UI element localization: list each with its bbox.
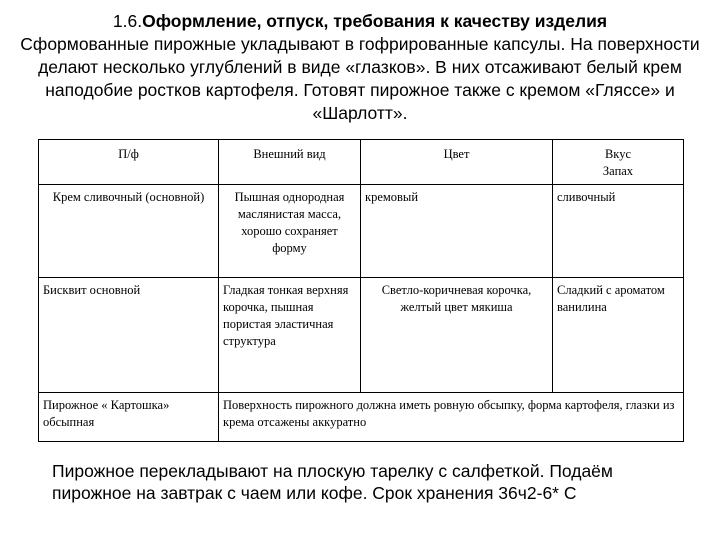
quality-table (38, 139, 684, 442)
cell-merged-description: Поверхность пирожного должна иметь ровную обсыпку, форма картофеля, глазки из крема отсажены аккуратно (219, 393, 684, 442)
table-header-row (39, 140, 684, 185)
footer-paragraph: Пирожное перекладывают на плоскую тарелку с салфеткой. Подаём пирожное на завтрак с чаем или кофе. Срок хранения 36ч2-6* С (52, 461, 613, 503)
table-row (39, 278, 684, 393)
section-title: Оформление, отпуск, требования к качеству изделия (142, 11, 608, 31)
header-taste-line1: Вкус (604, 147, 632, 161)
cell-color: кремовый (361, 185, 553, 278)
section-heading (20, 10, 700, 125)
intro-paragraph: Сформованные пирожные укладывают в гофрированные капсулы. На поверхности делают несколько углублений в виде «глазков». В них отсаживают белый крем наподобие ростков картофеля. Готовят пирожное также с кремом «Гляссе» и «Шарлотт». (20, 34, 700, 123)
header-taste (553, 140, 684, 185)
table-row (39, 185, 684, 278)
cell-color: Светло-коричневая корочка, желтый цвет мякиша (361, 278, 553, 393)
section-title-line (20, 10, 700, 33)
header-color: Цвет (361, 140, 553, 185)
cell-pf: Крем сливочный (основной) (39, 185, 219, 278)
cell-taste: Сладкий с ароматом ванилина (553, 278, 684, 393)
table-row (39, 393, 684, 442)
header-pf: П/ф (39, 140, 219, 185)
cell-pf: Пирожное « Картошка» обсыпная (39, 393, 219, 442)
section-number: 1.6. (112, 11, 143, 31)
cell-pf: Бисквит основной (39, 278, 219, 393)
cell-appearance: Пышная однородная маслянистая масса, хорошо сохраняет форму (219, 185, 361, 278)
cell-appearance: Гладкая тонкая верхняя корочка, пышная пористая эластичная структура (219, 278, 361, 393)
cell-taste: сливочный (553, 185, 684, 278)
header-taste-line2: Запах (602, 164, 634, 178)
header-appearance: Внешний вид (219, 140, 361, 185)
